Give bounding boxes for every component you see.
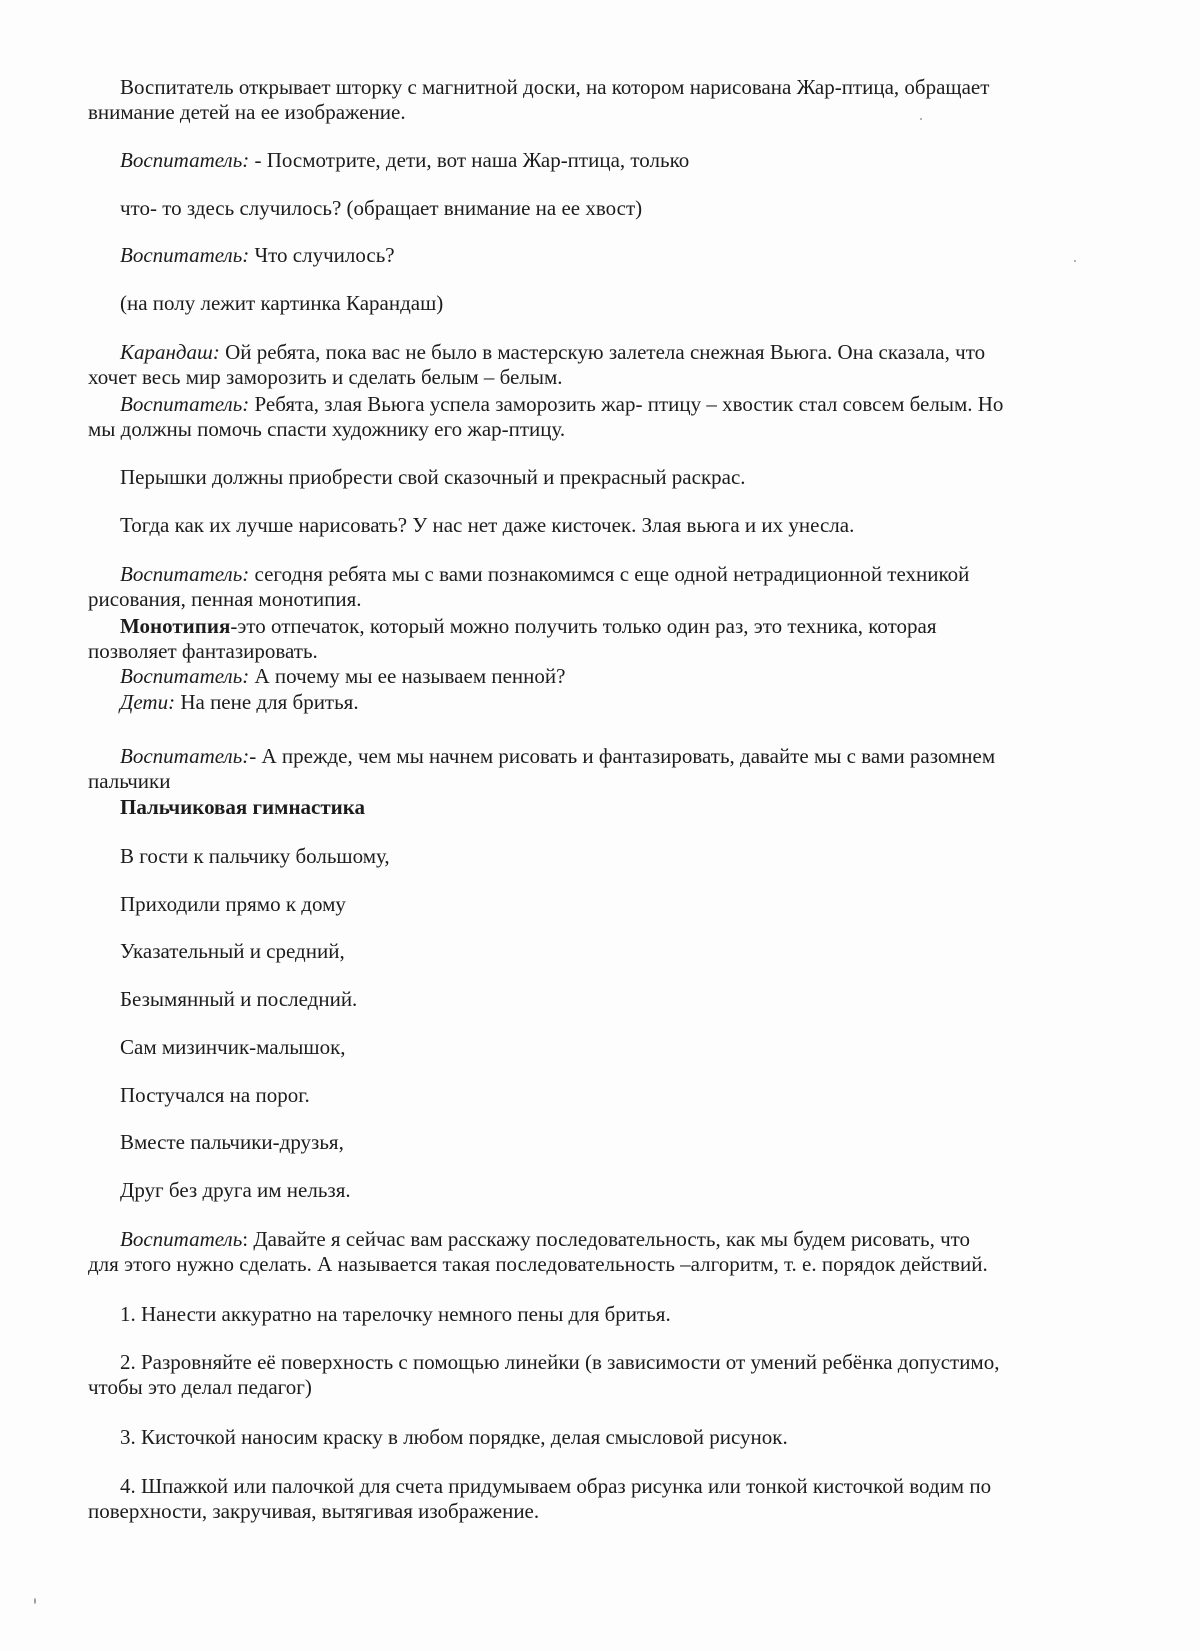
- dialogue-text: Тогда как их лучше нарисовать? У нас нет даже кисточек. Злая вьюга и их унесла.: [120, 513, 855, 537]
- step-item: [88, 1425, 1172, 1450]
- dialogue-line: [88, 148, 1172, 173]
- speaker-label: Карандаш:: [120, 340, 220, 364]
- dialogue-line: [88, 513, 1172, 538]
- dialogue-text: (на полу лежит картинка Карандаш): [120, 291, 444, 315]
- intro-paragraph: [88, 75, 1140, 125]
- step-text: 3. Кисточкой наносим краску в любом порядке, делая смысловой рисунок.: [120, 1425, 788, 1449]
- term-label: Монотипия: [120, 614, 231, 638]
- dialogue-text: пальчики: [88, 769, 171, 793]
- paragraph-text: внимание детей на ее изображение.: [88, 100, 406, 124]
- dialogue-line: [88, 465, 1172, 490]
- poem-text: Указательный и средний,: [120, 939, 345, 963]
- dialogue-paragraph: [88, 562, 1140, 612]
- step-text: 2. Разровняйте её поверхность с помощью линейки (в зависимости от умений ребёнка допустимо,: [120, 1350, 1000, 1374]
- step-text: чтобы это делал педагог): [88, 1375, 312, 1399]
- section-heading: [88, 795, 1172, 820]
- poem-line: [88, 1035, 1172, 1060]
- dialogue-text: Перышки должны приобрести свой сказочный и прекрасный раскрас.: [120, 465, 746, 489]
- scan-speck: [1074, 260, 1076, 262]
- paragraph-text: Воспитатель открывает шторку с магнитной доски, на котором нарисована Жар-птица, обращает: [120, 75, 990, 99]
- speaker-label: Воспитатель:: [120, 148, 250, 172]
- speaker-label: Воспитатель:: [120, 243, 250, 267]
- dialogue-text: : Давайте я сейчас вам расскажу последовательность, как мы будем рисовать, что: [242, 1227, 971, 1251]
- poem-line: [88, 892, 1172, 917]
- scan-speck: [34, 1598, 36, 1604]
- dialogue-text: рисования, пенная монотипия.: [88, 587, 362, 611]
- poem-text: Безымянный и последний.: [120, 987, 358, 1011]
- dialogue-text: - А прежде, чем мы начнем рисовать и фантазировать, давайте мы с вами разомнем: [249, 744, 996, 768]
- dialogue-text: сегодня ребята мы с вами познакомимся с еще одной нетрадиционной техникой: [249, 562, 970, 586]
- dialogue-line: [88, 243, 1172, 268]
- step-item: [88, 1302, 1172, 1327]
- dialogue-paragraph: [88, 392, 1140, 442]
- step-item: [88, 1350, 1140, 1400]
- dialogue-line: [88, 690, 1172, 715]
- dialogue-text: хочет весь мир заморозить и сделать белым – белым.: [88, 365, 563, 389]
- speaker-label: Воспитатель:: [120, 664, 250, 688]
- dialogue-paragraph: [88, 1227, 1140, 1277]
- poem-text: В гости к пальчику большому,: [120, 844, 390, 868]
- poem-text: Приходили прямо к дому: [120, 892, 346, 916]
- dialogue-text: На пене для бритья.: [175, 690, 359, 714]
- dialogue-text: для этого нужно сделать. А называется такая последовательность –алгоритм, т. е. порядок действий.: [88, 1252, 988, 1276]
- poem-text: Постучался на порог.: [120, 1083, 310, 1107]
- stage-direction: [88, 291, 1172, 316]
- speaker-label: Воспитатель: [120, 1227, 243, 1251]
- poem-line: [88, 939, 1172, 964]
- dialogue-text: А почему мы ее называем пенной?: [249, 664, 566, 688]
- speaker-label: Воспитатель:: [120, 562, 250, 586]
- definition-paragraph: [88, 614, 1140, 664]
- step-text: 4. Шпажкой или палочкой для счета придумываем образ рисунка или тонкой кисточкой водим по: [120, 1474, 992, 1498]
- step-item: [88, 1474, 1140, 1524]
- poem-text: Сам мизинчик-малышок,: [120, 1035, 346, 1059]
- step-text: поверхности, закручивая, вытягивая изображение.: [88, 1499, 540, 1523]
- dialogue-text: Что случилось?: [249, 243, 395, 267]
- poem-line: [88, 844, 1172, 869]
- dialogue-line: [88, 664, 1172, 689]
- poem-text: Друг без друга им нельзя.: [120, 1178, 351, 1202]
- dialogue-paragraph: [88, 744, 1140, 794]
- poem-line: [88, 987, 1172, 1012]
- speaker-label: Воспитатель:: [120, 744, 250, 768]
- dialogue-text: мы должны помочь спасти художнику его жар-птицу.: [88, 417, 566, 441]
- dialogue-text: Ребята, злая Вьюга успела заморозить жар- птицу – хвостик стал совсем белым. Но: [249, 392, 1004, 416]
- speaker-label: Воспитатель:: [120, 392, 250, 416]
- dialogue-text: -это отпечаток, который можно получить только один раз, это техника, которая: [230, 614, 937, 638]
- poem-line: [88, 1178, 1172, 1203]
- heading-text: Пальчиковая гимнастика: [120, 795, 366, 819]
- poem-text: Вместе пальчики-друзья,: [120, 1130, 344, 1154]
- speaker-label: Дети:: [120, 690, 176, 714]
- dialogue-text: позволяет фантазировать.: [88, 639, 318, 663]
- dialogue-paragraph: [88, 340, 1140, 390]
- dialogue-text: - Посмотрите, дети, вот наша Жар-птица, только: [249, 148, 690, 172]
- scan-speck: [920, 118, 922, 120]
- dialogue-line: [88, 196, 1172, 221]
- poem-line: [88, 1083, 1172, 1108]
- dialogue-text: что- то здесь случилось? (обращает внимание на ее хвост): [120, 196, 643, 220]
- poem-line: [88, 1130, 1172, 1155]
- dialogue-text: Ой ребята, пока вас не было в мастерскую залетела снежная Вьюга. Она сказала, что: [219, 340, 986, 364]
- step-text: 1. Нанести аккуратно на тарелочку немного пены для бритья.: [120, 1302, 671, 1326]
